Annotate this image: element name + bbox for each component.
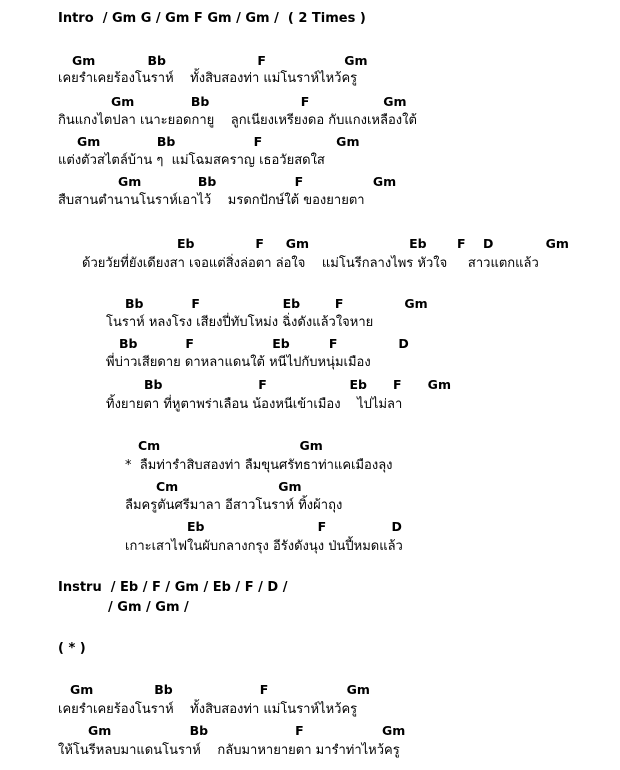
chorus-chords-2: Cm Gm — [156, 479, 302, 494]
chorus-lyric-3: เกาะเสาไฟในผับกลางกรุง อีรังดังนุง ป่นปี้หมดแล้ว — [125, 539, 403, 554]
intro-line: Intro / Gm G / Gm F Gm / Gm / ( 2 Times ) — [58, 11, 366, 26]
verse2-lyric-2: พี่บ่าวเสียดาย ดาหลาแดนใต้ หนีไปกับหนุ่มเมือง — [106, 355, 371, 370]
verse2-chords-3: Bb F Eb F Gm — [144, 377, 451, 392]
verse3-lyric-1: เคยรำเคยร้องโนราห์ ทั้งสิบสองท่า แม่โนราห์ไหว้ครู — [58, 702, 358, 717]
instru-line-2: / Gm / Gm / — [108, 600, 189, 615]
instru-line-1: Instru / Eb / F / Gm / Eb / F / D / — [58, 580, 288, 595]
verse3-chords-2: Gm Bb F Gm — [88, 723, 406, 738]
verse2-lyric-3: ทิ้งยายตา ที่หูตาพร่าเลือน น้องหนีเข้าเมือง ไปไม่ลา — [106, 397, 403, 412]
verse1-lyric-4: สืบสานตำนานโนราห์เอาไว้ มรดกปักษ์ใต้ ของยายตา — [58, 193, 365, 208]
verse1-chords-4: Gm Bb F Gm — [118, 174, 397, 189]
verse2-chords-1: Bb F Eb F Gm — [125, 296, 428, 311]
verse1-lyric-1: เคยรำเคยร้องโนราห์ ทั้งสิบสองท่า แม่โนราห์ไหว้ครู — [58, 71, 358, 86]
verse1-chords-3: Gm Bb F Gm — [77, 134, 360, 149]
bridge-lyric: ด้วยวัยที่ยังเดียงสา เจอแต่สิ่งล่อตา ล่อใจ แม่โนรีกลางไพร หัวใจ สาวแตกแล้ว — [82, 256, 539, 271]
verse3-chords-1: Gm Bb F Gm — [70, 682, 370, 697]
verse1-lyric-3: แต่งตัวสไตล์บ้าน ๆ แม่โฉมสคราญ เธอวัยสดใส — [58, 153, 325, 168]
chorus-chords-1: Cm Gm — [138, 438, 323, 453]
verse1-chords-1: Gm Bb F Gm — [72, 53, 368, 68]
verse2-lyric-1: โนราห์ หลงโรง เสียงปี่ทับโหม่ง ฉิ่งดังแล้วใจหาย — [106, 315, 374, 330]
repeat-chorus-mark: ( * ) — [58, 641, 86, 656]
verse3-lyric-2: ให้โนรีหลบมาแดนโนราห์ กลับมาหายายตา มารำท่าไหว้ครู — [58, 743, 400, 758]
chorus-chords-3: Eb F D — [187, 519, 402, 534]
verse2-chords-2: Bb F Eb F D — [119, 336, 409, 351]
bridge-chords: Eb F Gm Eb F D Gm — [177, 236, 569, 251]
verse1-lyric-2: กินแกงไตปลา เนาะยอดกายู ลูกเนียงเหรียงดอ กับแกงเหลืองใต้ — [58, 113, 417, 128]
chorus-lyric-1: * ลืมท่ารำสิบสองท่า ลืมขุนศรัทธาท่าแคเมืองลุง — [125, 458, 393, 473]
chorus-lyric-2: ลืมครูตันศรีมาลา อีสาวโนราห์ ทิ้งผ้าถุง — [125, 498, 343, 513]
verse1-chords-2: Gm Bb F Gm — [111, 94, 407, 109]
